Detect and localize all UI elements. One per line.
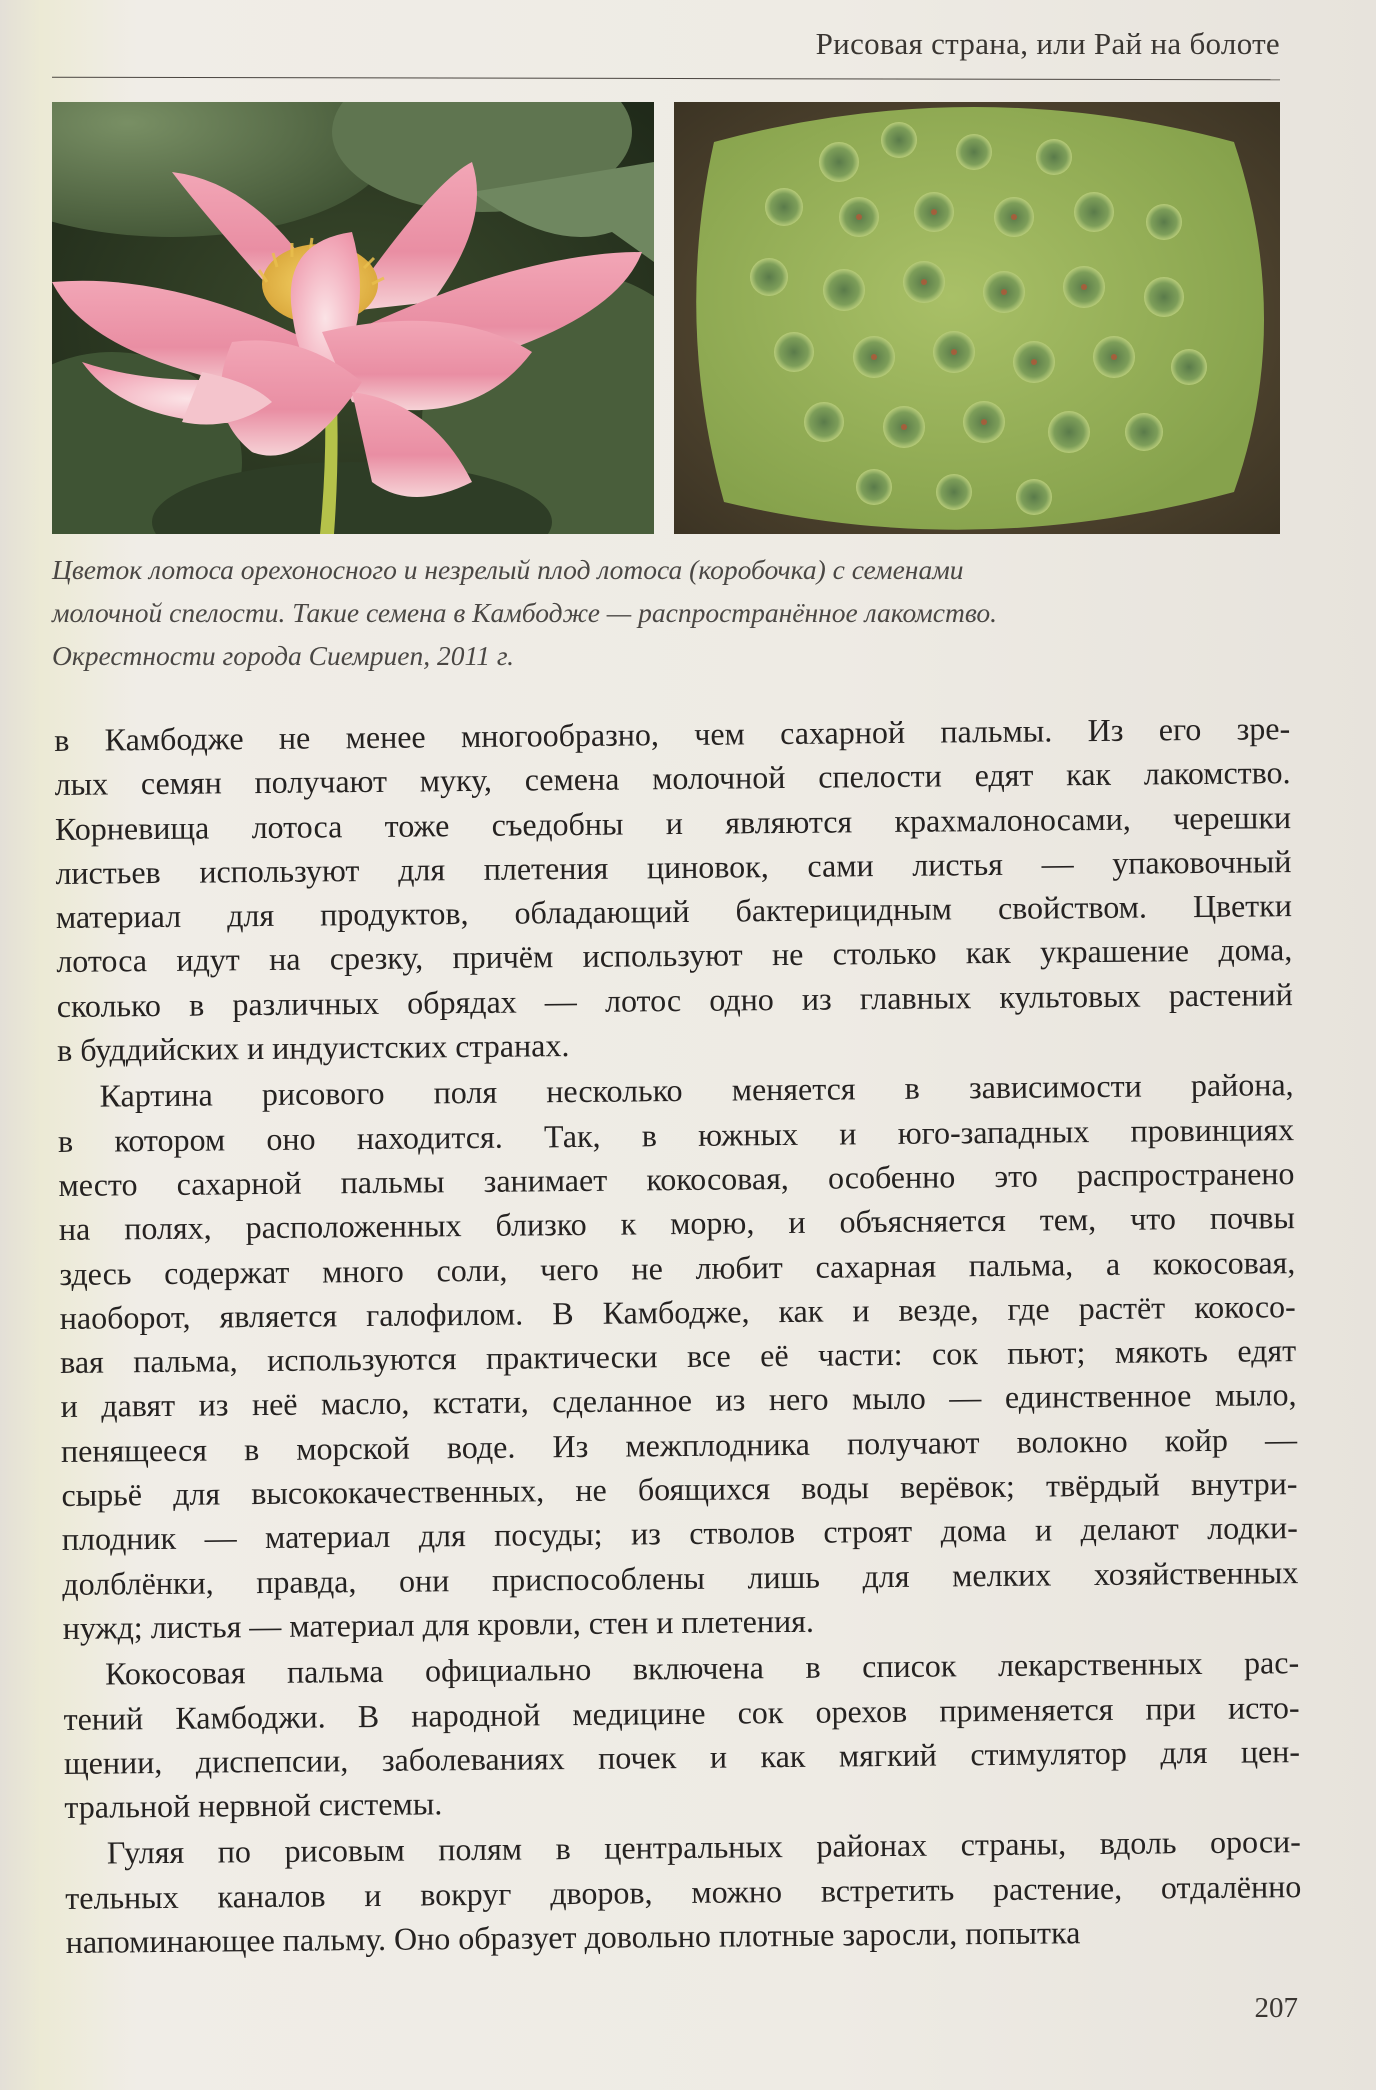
text-line: напоминающее пальму. Оно образует довольно плотные заросли, попытка	[65, 1914, 1081, 1960]
caption-line: Цветок лотоса орехоносного и незрелый плод лотоса (коробочка) с семенами	[52, 554, 964, 585]
running-head: Рисовая страна, или Рай на болоте	[815, 26, 1280, 61]
text-line: тений Камбоджи. В народной медицине сок орехов применяется при исто-	[63, 1688, 1300, 1737]
text-line: на полях, расположенных близко к морю, и объясняется тем, что почвы	[58, 1199, 1296, 1248]
text-line: плодник — материал для посуды; из стволов строят дома и делают лодки-	[61, 1509, 1299, 1558]
text-line: нужд; листья — материал для кровли, стен и плетения.	[62, 1602, 815, 1646]
paragraph	[57, 1062, 1298, 1650]
text-line: и давят из неё масло, кстати, сделанное из него мыло — единственное мыло,	[60, 1376, 1297, 1425]
text-line: место сахарной пальмы занимает кокосовая, особенно это распространено	[58, 1155, 1295, 1203]
text-line: Кокосовая пальма официально включена в список лекарственных рас-	[105, 1644, 1300, 1692]
text-line: щении, диспепсии, заболеваниях почек и как мягкий стимулятор для цен-	[63, 1732, 1301, 1781]
text-line: наоборот, является галофилом. В Камбодже, как и везде, где растёт кокосо-	[59, 1287, 1296, 1336]
text-line: тральной нервной системы.	[64, 1785, 443, 1826]
text-line: в котором оно находится. Так, в южных и юго-западных провинциях	[57, 1110, 1295, 1159]
text-line: лых семян получают муку, семена молочной спелости едят как лакомство.	[54, 754, 1291, 803]
text-line: сколько в различных обрядах — лотос одно из главных культовых растений	[56, 975, 1293, 1024]
figure-caption	[52, 548, 1212, 677]
text-line: Картина рисового поля несколько меняется в зависимости района,	[99, 1066, 1294, 1114]
paragraph	[65, 1820, 1302, 1965]
lotus-flower-photo	[52, 102, 654, 534]
text-line: вая пальма, используются практически все её части: сок пьют; мякоть едят	[60, 1332, 1297, 1381]
text-line: листьев используют для плетения циновок, сами листья — упаковочный	[55, 843, 1292, 891]
text-line: Корневища лотоса тоже съедобны и являются крахмалоносами, черешки	[54, 798, 1292, 847]
caption-line: молочной спелости. Такие семена в Камбодже — распространённое лакомство.	[52, 597, 998, 628]
paragraph	[63, 1640, 1301, 1829]
paragraph	[54, 706, 1293, 1072]
text-line: в Камбодже не менее многообразно, чем сахарной пальмы. Из его зре-	[54, 710, 1291, 758]
text-line: в буддийских и индуистских странах.	[57, 1027, 570, 1069]
text-line: здесь содержат много соли, чего не любит сахарная пальма, а кокосовая,	[59, 1243, 1296, 1292]
text-line: сырьё для высококачественных, не боящихся воды верёвок; твёрдый внутри-	[61, 1465, 1298, 1514]
caption-line: Окрестности города Сиемриеп, 2011 г.	[52, 640, 515, 671]
body-text	[54, 706, 1302, 1966]
header-rule	[52, 77, 1280, 81]
text-line: лотоса идут на срезку, причём используют не столько как украшение дома,	[56, 931, 1293, 980]
text-line: пенящееся в морской воде. Из межплодника получают волокно койр —	[60, 1420, 1298, 1469]
text-line: материал для продуктов, обладающий бактерицидным свойством. Цветки	[55, 887, 1293, 936]
text-line: Гуляя по рисовым полям в центральных районах страны, вдоль ороси-	[106, 1823, 1302, 1871]
text-line: долблёнки, правда, они приспособлены лишь для мелких хозяйственных	[62, 1553, 1299, 1602]
page-number: 207	[1254, 1992, 1298, 2024]
text-line: тельных каналов и вокруг дворов, можно встретить растение, отдалённо	[65, 1867, 1302, 1916]
lotus-seed-pod-photo	[674, 102, 1280, 534]
